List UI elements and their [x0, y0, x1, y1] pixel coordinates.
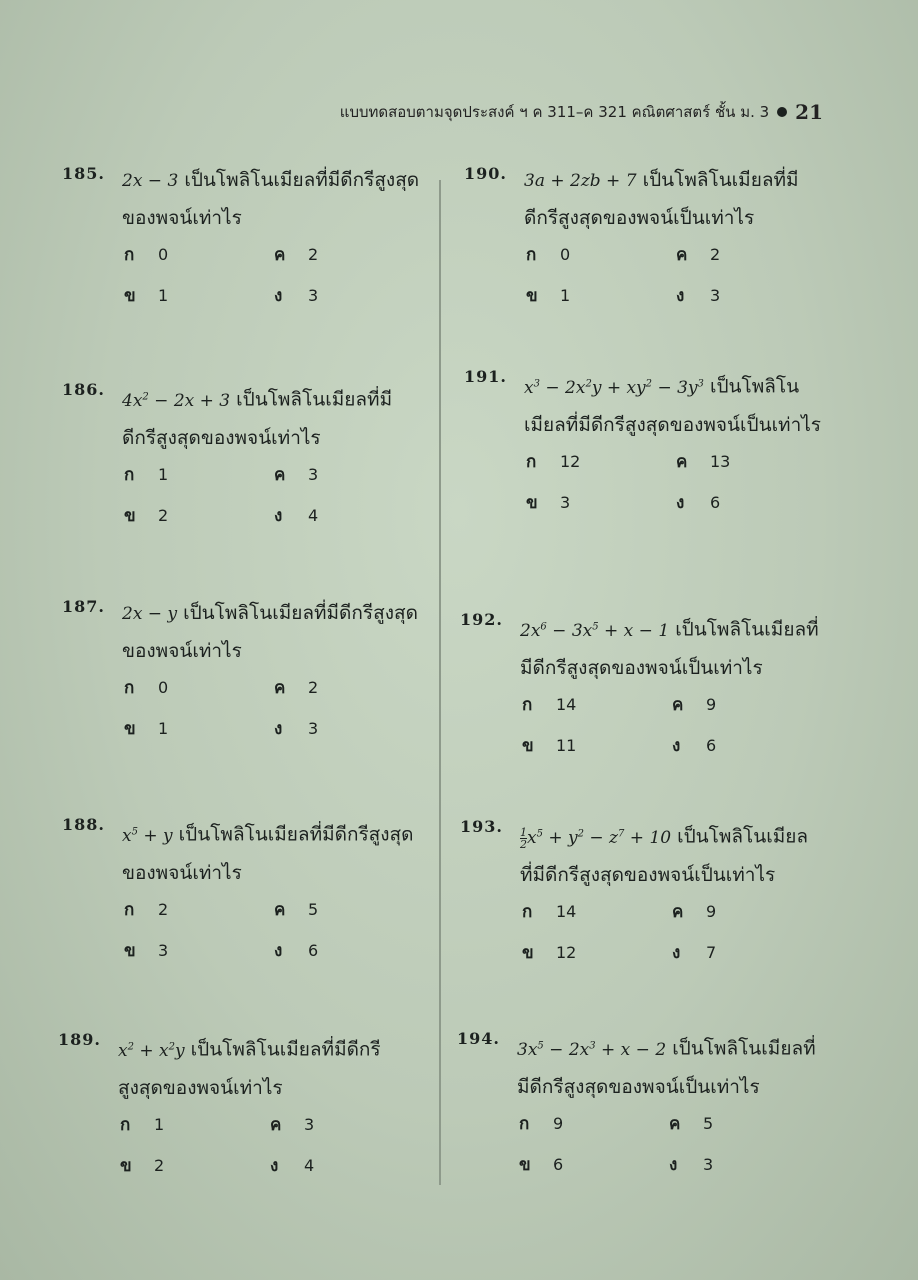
- choice-c[interactable]: ค 5: [669, 1113, 714, 1134]
- choices: [519, 1110, 817, 1178]
- choice-c[interactable]: ค 2: [274, 678, 319, 698]
- choice-d[interactable]: ง 4: [270, 1155, 315, 1176]
- question-number: 188.: [62, 815, 105, 834]
- stem-text: เป็นโพลิโนเมียลที่มีดีกรีสูงสุดของพจน์เท่าไร: [122, 602, 418, 662]
- choice-d[interactable]: ง 3: [669, 1154, 714, 1175]
- choices: [120, 1111, 418, 1179]
- choice-b[interactable]: ข 6: [519, 1154, 564, 1175]
- stem-text: เป็นโพลิโนเมียลที่มีดีกรีสูงสุดของพจน์เป็นเท่าไร: [520, 825, 809, 886]
- choice-b[interactable]: ข 1: [124, 286, 169, 306]
- question-stem: [122, 378, 422, 457]
- question-number: 194.: [457, 1029, 500, 1048]
- choice-d[interactable]: ง 7: [672, 942, 717, 963]
- stem-text: เป็นโพลิโนเมียลที่มีดีกรีสูงสุดของพจน์เป็นเท่าไร: [520, 618, 819, 679]
- stem-text: เป็นโพลิโนเมียลที่มีดีกรีสูงสุดของพจน์เท่าไร: [118, 1038, 381, 1099]
- choice-d[interactable]: ง 4: [274, 505, 319, 526]
- choice-b[interactable]: ข 1: [124, 719, 169, 739]
- question-stem: [517, 1027, 817, 1106]
- math-expression: $x^3 - 2x^2y + xy^2 - 3y^3$: [524, 377, 704, 398]
- choices: [526, 448, 824, 516]
- choice-c[interactable]: ค 3: [274, 464, 319, 485]
- question-193: [460, 815, 820, 966]
- choice-d[interactable]: ง 3: [274, 719, 319, 739]
- choice-c[interactable]: ค 9: [672, 901, 717, 922]
- choice-a[interactable]: ก 2: [124, 899, 169, 920]
- math-expression: 3a + 2zb + 7: [524, 171, 637, 191]
- page-number: 21: [795, 100, 823, 124]
- question-stem: [122, 813, 422, 892]
- choice-d[interactable]: ง 6: [672, 735, 717, 756]
- choices: [522, 898, 820, 966]
- choice-c[interactable]: ค 9: [672, 694, 717, 715]
- question-stem: [122, 162, 422, 237]
- stem-text: เป็นโพลิโนเมียลที่มีดีกรีสูงสุดของพจน์เป็นเท่าไร: [524, 169, 799, 229]
- math-expression: 2x − y: [122, 604, 178, 624]
- question-185: [62, 162, 422, 309]
- choice-d[interactable]: ง 3: [274, 286, 319, 306]
- choices: [124, 241, 422, 309]
- choice-c[interactable]: ค 2: [676, 245, 721, 265]
- question-number: 185.: [62, 164, 105, 183]
- math-expression: $2x^6 - 3x^5 + x - 1$: [520, 620, 670, 641]
- question-number: 193.: [460, 817, 503, 836]
- question-194: [457, 1027, 817, 1178]
- choice-c[interactable]: ค 3: [270, 1114, 315, 1135]
- stem-text: เป็นโพลิโนเมียลที่มีดีกรีสูงสุดของพจน์เท่าไร: [122, 169, 420, 229]
- math-expression: $\frac{1}{2}$ $x^5 + y^2 - z^7 + 10$: [520, 825, 672, 851]
- choices: [124, 896, 422, 964]
- choice-b[interactable]: ข 12: [522, 942, 577, 963]
- stem-text: เป็นโพลิโนเมียลที่มีดีกรีสูงสุดของพจน์เป็นเท่าไร: [517, 1037, 816, 1098]
- choice-b[interactable]: ข 1: [526, 286, 571, 306]
- question-stem: [118, 1028, 418, 1107]
- question-number: 186.: [62, 380, 105, 399]
- choices: [124, 461, 422, 529]
- choice-b[interactable]: ข 3: [124, 940, 169, 961]
- math-expression: $x^2 + x^2y$: [118, 1040, 185, 1061]
- choice-d[interactable]: ง 3: [676, 286, 721, 306]
- question-190: [464, 162, 824, 309]
- choice-b[interactable]: ข 11: [522, 735, 577, 756]
- question-number: 190.: [464, 164, 507, 183]
- stem-text: เป็นโพลิโนเมียลที่มีดีกรีสูงสุดของพจน์เป็นเท่าไร: [524, 375, 822, 436]
- choice-a[interactable]: ก 9: [519, 1113, 564, 1134]
- question-192: [460, 608, 820, 759]
- choice-a[interactable]: ก 1: [120, 1114, 165, 1135]
- choice-b[interactable]: ข 2: [124, 505, 169, 526]
- bullet-icon: [777, 107, 787, 117]
- choice-a[interactable]: ก 0: [124, 245, 169, 265]
- question-stem: [524, 365, 824, 444]
- choices: [522, 691, 820, 759]
- stem-text: เป็นโพลิโนเมียลที่มีดีกรีสูงสุดของพจน์เท่าไร: [122, 388, 393, 449]
- choices: [526, 241, 824, 309]
- column-divider: [439, 180, 441, 1185]
- page-header: [340, 100, 823, 124]
- math-expression: $3x^5 - 2x^3 + x - 2$: [517, 1039, 667, 1060]
- choice-c[interactable]: ค 5: [274, 899, 319, 920]
- choices: [124, 674, 422, 742]
- math-expression: $4x^2 - 2x + 3$: [122, 390, 231, 411]
- choice-a[interactable]: ก 1: [124, 464, 169, 485]
- choice-a[interactable]: ก 12: [526, 451, 581, 472]
- choice-d[interactable]: ง 6: [274, 940, 319, 961]
- choice-a[interactable]: ก 0: [526, 245, 571, 265]
- question-number: 187.: [62, 597, 105, 616]
- choice-c[interactable]: ค 13: [676, 451, 731, 472]
- question-stem: [520, 608, 820, 687]
- question-stem: [122, 595, 422, 670]
- question-191: [464, 365, 824, 516]
- choice-a[interactable]: ก 14: [522, 901, 577, 922]
- question-189: [58, 1028, 418, 1179]
- choice-d[interactable]: ง 6: [676, 492, 721, 513]
- question-number: 189.: [58, 1030, 101, 1049]
- question-188: [62, 813, 422, 964]
- math-expression: 2x − 3: [122, 171, 179, 191]
- question-stem: [520, 815, 820, 894]
- choice-b[interactable]: ข 3: [526, 492, 571, 513]
- math-expression: $x^5 + y$: [122, 825, 173, 846]
- question-number: 191.: [464, 367, 507, 386]
- choice-a[interactable]: ก 14: [522, 694, 577, 715]
- choice-c[interactable]: ค 2: [274, 245, 319, 265]
- choice-b[interactable]: ข 2: [120, 1155, 165, 1176]
- header-text: แบบทดสอบตามจุดประสงค์ ฯ ค 311–ค 321 คณิตศาสตร์ ชั้น ม. 3: [339, 103, 770, 121]
- question-187: [62, 595, 422, 742]
- question-186: [62, 378, 422, 529]
- choice-a[interactable]: ก 0: [124, 678, 169, 698]
- question-number: 192.: [460, 610, 503, 629]
- question-stem: [524, 162, 824, 237]
- stem-text: เป็นโพลิโนเมียลที่มีดีกรีสูงสุดของพจน์เท่าไร: [122, 823, 414, 884]
